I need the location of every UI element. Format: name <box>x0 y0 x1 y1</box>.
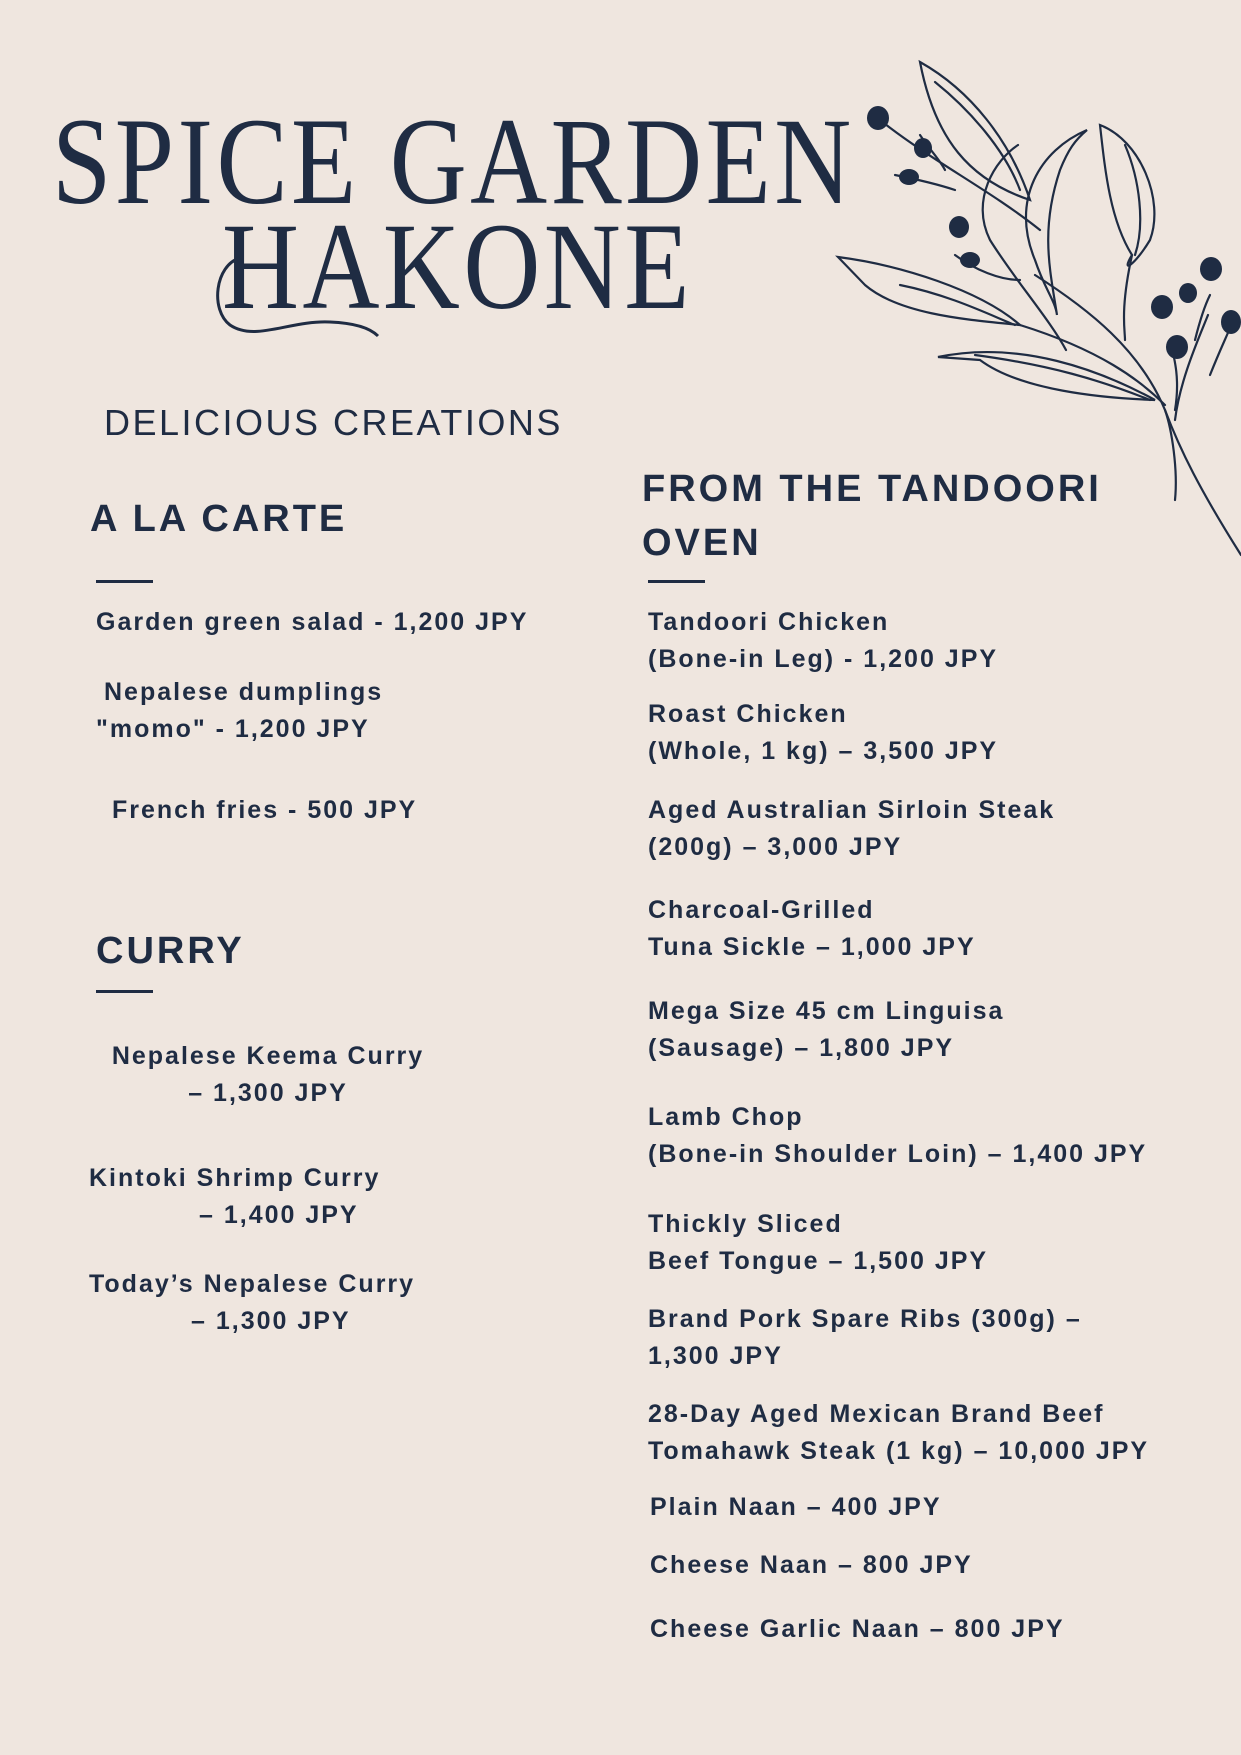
restaurant-title-line1: SPICE GARDEN <box>52 93 855 230</box>
section-divider <box>96 990 153 993</box>
menu-item-price: (Sausage) – 1,800 JPY <box>648 1034 955 1062</box>
section-heading-line: OVEN <box>642 522 762 564</box>
section-heading-curry: CURRY <box>96 930 245 972</box>
menu-item-text: Lamb Chop <box>648 1103 804 1131</box>
menu-item <box>96 674 383 748</box>
menu-item-price: Tomahawk Steak (1 kg) – 10,000 JPY <box>648 1437 1150 1465</box>
menu-item-text: Today’s Nepalese Curry <box>89 1270 416 1298</box>
menu-item <box>648 1301 1082 1375</box>
menu-item-text: Roast Chicken <box>648 700 848 728</box>
menu-item <box>648 1396 1149 1470</box>
menu-item-text: Tandoori Chicken <box>648 608 890 636</box>
menu-item-price: (Bone-in Leg) - 1,200 JPY <box>648 645 999 673</box>
menu-item-text: French fries - 500 JPY <box>112 796 418 824</box>
menu-item-text: Charcoal-Grilled <box>648 896 875 924</box>
menu-item-price: Beef Tongue – 1,500 JPY <box>648 1247 989 1275</box>
menu-item-text: Aged Australian Sirloin Steak <box>648 796 1056 824</box>
menu-item-price: – 1,300 JPY <box>188 1079 348 1107</box>
menu-item-text: Cheese Naan – 800 JPY <box>650 1551 973 1579</box>
menu-item-text: Brand Pork Spare Ribs (300g) – <box>648 1305 1082 1333</box>
menu-item-price: (200g) – 3,000 JPY <box>648 833 903 861</box>
menu-item-price: (Whole, 1 kg) – 3,500 JPY <box>648 737 999 765</box>
menu-item <box>648 1206 988 1280</box>
menu-item-text: Kintoki Shrimp Curry <box>89 1164 381 1192</box>
menu-item-price: – 1,300 JPY <box>191 1307 351 1335</box>
menu-item-price: "momo" - 1,200 JPY <box>96 715 370 743</box>
menu-item <box>650 1611 1065 1648</box>
section-divider <box>648 580 705 583</box>
menu-item-price: (Bone-in Shoulder Loin) – 1,400 JPY <box>648 1140 1148 1168</box>
menu-item <box>98 1038 438 1112</box>
menu-subtitle: DELICIOUS CREATIONS <box>104 402 563 443</box>
menu-item-text: Mega Size 45 cm Linguisa <box>648 997 1005 1025</box>
menu-item <box>648 1099 1147 1173</box>
menu-item <box>648 604 998 678</box>
menu-item-text: Nepalese Keema Curry <box>111 1042 425 1070</box>
menu-item <box>648 993 1004 1067</box>
section-heading-a-la-carte: A LA CARTE <box>90 498 348 540</box>
menu-item <box>89 1266 415 1340</box>
menu-item-text: Plain Naan – 400 JPY <box>650 1493 942 1521</box>
menu-item-price: Tuna Sickle – 1,000 JPY <box>648 933 976 961</box>
menu-item-price: 1,300 JPY <box>648 1342 783 1370</box>
menu-item <box>648 696 998 770</box>
menu-item <box>112 792 417 829</box>
menu-item <box>96 604 528 641</box>
menu-item-text: Nepalese dumplings <box>104 678 384 706</box>
section-divider <box>96 580 153 583</box>
menu-item-text: Thickly Sliced <box>648 1210 843 1238</box>
menu-item <box>650 1489 942 1526</box>
menu-item <box>650 1547 973 1584</box>
menu-item-text: 28-Day Aged Mexican Brand Beef <box>648 1400 1105 1428</box>
section-heading-line: FROM THE TANDOORI <box>642 468 1102 510</box>
menu-item-text: Garden green salad - 1,200 JPY <box>96 608 529 636</box>
menu-item-price: – 1,400 JPY <box>199 1201 359 1229</box>
title-swash-icon <box>210 250 390 340</box>
restaurant-title-line2: HAKONE <box>222 198 693 335</box>
section-heading-tandoori <box>642 462 1102 570</box>
menu-item <box>89 1160 380 1234</box>
menu-item <box>648 892 976 966</box>
menu-item <box>648 792 1055 866</box>
menu-item-text: Cheese Garlic Naan – 800 JPY <box>650 1615 1065 1643</box>
